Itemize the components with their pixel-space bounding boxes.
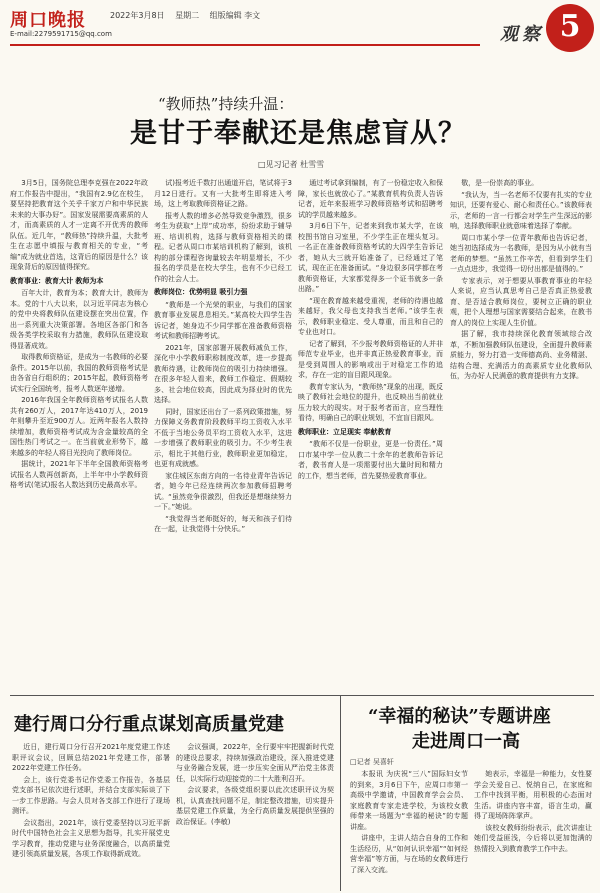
- subheading: 教师职业：立足现实 奉献教育: [298, 427, 392, 436]
- paragraph: 会议要求，各级党组织要以此次述职评议为契机，认真查找问题不足，制定整改措施，切实提升基层党建工作质量，为全行高质量发展提供坚强的政治保证。(李敏): [176, 786, 334, 826]
- paragraph: 周口市某小学一位青年教师也告诉记者，她当初选择成为一名教师，是因为从小就有当老师的梦想。“虽然工作辛苦，但看到学生们一点点进步，我觉得一切付出都是值得的。”: [450, 233, 592, 273]
- paragraph: 她表示，幸福是一种能力，女性要学会关爱自己、悦纳自己，在家庭和工作中找到平衡，用积极的心态面对生活。讲座内容丰富，语言生动，赢得了现场阵阵掌声。: [474, 770, 592, 820]
- article-headline: 是甘于奉献还是焦虑盲从？: [130, 118, 466, 149]
- article3-byline: □记者 吴喜轩: [350, 758, 394, 766]
- article3-headline-line2: 走进周口一高: [412, 731, 520, 752]
- date-line: [110, 10, 268, 21]
- editor-credit: 组版编辑 李文: [209, 11, 261, 20]
- paragraph: 该校女教师纷纷表示，此次讲座让她们受益匪浅，今后将以更加饱满的热情投入到教育教学工作中去。: [474, 823, 592, 853]
- paragraph: 讲座中，主讲人结合自身的工作和生活经历，从“如何认识幸福”“如何经营幸福”等方面，与在场的女教师进行了深入交流。: [350, 834, 468, 874]
- header-rule: [10, 44, 480, 46]
- email-address: E-mail:2279591715@qq.com: [10, 30, 112, 38]
- section-divider: [10, 695, 594, 696]
- paragraph: 专家表示，对于想要从事教育事业的年轻人来说，应当认真思考自己是否真正热爱教育、是否适合教师岗位，要树立正确的职业观，把个人理想与国家需要结合起来，在教书育人的岗位上实现人生价值。: [450, 276, 592, 327]
- paragraph: 记者了解到，不少报考教师资格证的人并非师范专业毕业，也并非真正热爱教育事业，而是受到周围人的影响或出于对稳定工作的追求，存在一定的盲目跟风现象。: [298, 339, 443, 379]
- paragraph: 近日，建行周口分行召开2021年度党建工作述职评议会议，回顾总结2021年党建工作，部署2022年党建工作任务。: [12, 743, 170, 772]
- paragraph: 据统计，2021年下半年全国教师资格考试报名人数再创新高，上半年中小学教师资格考试(笔试)报名人数达到历史最高水平。: [10, 460, 148, 489]
- paragraph: 本报讯 为庆祝“三八”国际妇女节的到来，3月6日下午，应周口市第一高级中学邀请，中国教育学会会员、家庭教育专家走进学校，为该校女教师带来一场题为“幸福的秘诀”的专题讲座。: [350, 770, 468, 831]
- newspaper-logo: 周口晚报: [10, 10, 86, 31]
- paragraph: 取得教师资格证，是成为一名教师的必要条件。2015年以前，我国的教师资格考试是由各省自行组织的；2015年起，教师资格考试实行全国统考，报考人数逐年递增。: [10, 353, 148, 393]
- paragraph: 会上，该行党委书记作党委工作报告，各基层党支部书记依次进行述职，并结合支部实际谈了下一步工作思路。与会人员对各支部工作进行了现场测评。: [12, 775, 170, 815]
- masthead: [0, 0, 600, 62]
- issue-weekday: 星期二: [175, 11, 200, 20]
- article2-column-1: [12, 742, 170, 890]
- article2-column-2: [176, 742, 334, 890]
- article-byline: □见习记者 杜雪雪: [258, 160, 325, 169]
- paragraph: “现在教育越来越受重视，老师的待遇也越来越好，我父母也支持我当老师。”该学生表示，教师职业稳定、受人尊重，而且和自己的专业也对口。: [298, 296, 443, 336]
- paragraph: “教师是一个光荣的职业，与我们的国家教育事业发展息息相关。”某高校大四学生告诉记者，她身边不少同学都在准备教师资格考试和教师招聘考试。: [154, 300, 292, 340]
- article-column-1: [10, 178, 148, 690]
- subheading: 教育事业：教育大计 教师为本: [10, 276, 104, 285]
- page-number-badge: 5: [546, 4, 594, 52]
- paragraph: “我认为，当一名老师不仅要有扎实的专业知识，还要有爱心、耐心和责任心。”该教师表示，老师的一言一行都会对学生产生深远的影响，选择教师职业就意味着选择了奉献。: [450, 190, 592, 230]
- paragraph: 报考人数的增多必然导致竞争激烈，很多考生为获取“上岸”成功率，纷纷求助于辅导班、培训机构，选择与教师资格相关的课程。记者从周口市某培训机构了解到，该机构的部分课程咨询量较去年明显增长，不少报名的学员是在校大学生，也有不少已经工作的社会人士。: [154, 211, 292, 283]
- issue-date: 2022年3月8日: [110, 11, 165, 20]
- paragraph: 2016年我国全年教师资格考试报名人数共有260万人，2017年达410万人，2019年则攀升至近900万人。近两年报名人数持续增加，教师资格考试成为含金量较高的全国性热门考试之一。在当前就业形势下，越来越多的年轻人将目光投向了教师岗位。: [10, 396, 148, 457]
- article-kicker: “教师热”持续升温：: [158, 95, 294, 113]
- article-column-2: [154, 178, 292, 690]
- paragraph: 会议强调，2022年，全行要牢牢把握新时代党的建设总要求，持续加强政治建设，深入推进党建与业务融合发展，进一步压实全面从严治党主体责任，以实际行动迎接党的二十大胜利召开。: [176, 743, 334, 783]
- paragraph: 会议指出，2021年，该行党委坚持以习近平新时代中国特色社会主义思想为指导，扎实开展党史学习教育，推动党建与业务深度融合，以高质量党建引领高质量发展，各项工作取得新成效。: [12, 818, 170, 858]
- paragraph: 同时，国家还出台了一系列政策措施，努力保障义务教育阶段教师平均工资收入水平不低于当地公务员平均工资收入水平，这进一步增强了教师职业的吸引力。不少考生表示，相比于其他行业，教师职业更加稳定，也更有成就感。: [154, 407, 292, 468]
- paragraph: 据了解，我市持续深化教育领域综合改革，不断加强教师队伍建设，全面提升教师素质能力，努力打造一支师德高尚、业务精湛、结构合理、充满活力的高素质专业化教师队伍，为办好人民满意的教育提供有力支撑。: [450, 330, 592, 380]
- paragraph: 百年大计，教育为本；教育大计，教师为本。党的十八大以来，以习近平同志为核心的党中央将教师队伍建设摆在突出位置，作出一系列重大决策部署。各地区各部门和各级各类学校采取有力措施，教师队伍建设取得显著成效。: [10, 289, 148, 350]
- paragraph: 3月5日，国务院总理李克强在2022年政府工作报告中提出，“我国有2.9亿在校生，要坚持把教育这个关乎千家万户和中华民族未来的大事办好”。国家发展需要高素质的人才，而高素质的人才一定离不开优秀的教师队伍。近几年，“教师热”持续升温，大批考生在志愿中填报与教育相关的专业，“考编”成为就业首选，这背后的原因是什么？该现象背后的原因值得探究。: [10, 179, 148, 271]
- paragraph: 3月6日下午，记者来到我市某大学，在该校图书馆自习室里，不少学生正在埋头复习。一名正在准备教师资格考试的大四学生告诉记者，她从大三就开始准备了，已经通过了笔试，现在正在准备面试。“身边很多同学都在考教师资格证，大家都觉得多一个证书就多一条出路。”: [298, 222, 443, 293]
- section-name: 观察: [500, 24, 544, 45]
- paragraph: 家住城区东南方向的一名待业青年告诉记者，她今年已经连续两次参加教师招聘考试。“虽然竞争很激烈，但我还是想继续努力一下。”她说。: [154, 471, 292, 511]
- article3-column-1: [350, 769, 468, 890]
- paragraph: “教师不仅是一份职业，更是一份责任。”周口市某中学一位从教二十余年的老教师告诉记者，教书育人是一项需要付出大量时间和精力的工作，想当老师，首先要热爱教育事业。: [298, 440, 443, 480]
- paragraph: “我觉得当老师挺好的，每天和孩子们待在一起，让我觉得十分快乐。”: [154, 514, 292, 533]
- paragraph: 敬，是一份崇高的事业。: [461, 179, 539, 187]
- subheading: 教师岗位：优势明显 吸引力强: [154, 288, 248, 296]
- paragraph: 2021年，国家部署开展教师减负工作，深化中小学教师职称制度改革，进一步提高教师待遇，让教师岗位的吸引力持续增强。在很多年轻人看来，教师工作稳定、假期较多、社会地位较高，因此成为择业时的优先选择。: [154, 343, 292, 404]
- paragraph: 通过考试拿到编制，有了一份稳定收入和保障，家长也就放心了。”某教育机构负责人告诉记者，近年来报班学习教师资格考试和招聘考试的学员越来越多。: [298, 179, 443, 219]
- paragraph: 试)报考近千数打出通道开启，笔试将于3月12日进行。又有一大批考生即将进入考场，这上考取教师资格证之路。: [154, 179, 292, 208]
- column-divider: [340, 695, 341, 891]
- article-column-3: [298, 178, 443, 690]
- article2-headline: 建行周口分行重点谋划高质量党建: [14, 714, 284, 735]
- paragraph: 教育专家认为，“教师热”现象的出现，既反映了教师社会地位的提升，也反映出当前就业压力较大的现实。对于报考者而言，应当理性看待，明确自己的职业规划，不宜盲目跟风。: [298, 382, 443, 422]
- article3-column-2: [474, 769, 592, 890]
- article3-headline-line1: “幸福的秘诀”专题讲座: [368, 706, 551, 727]
- article-column-4: [450, 178, 592, 690]
